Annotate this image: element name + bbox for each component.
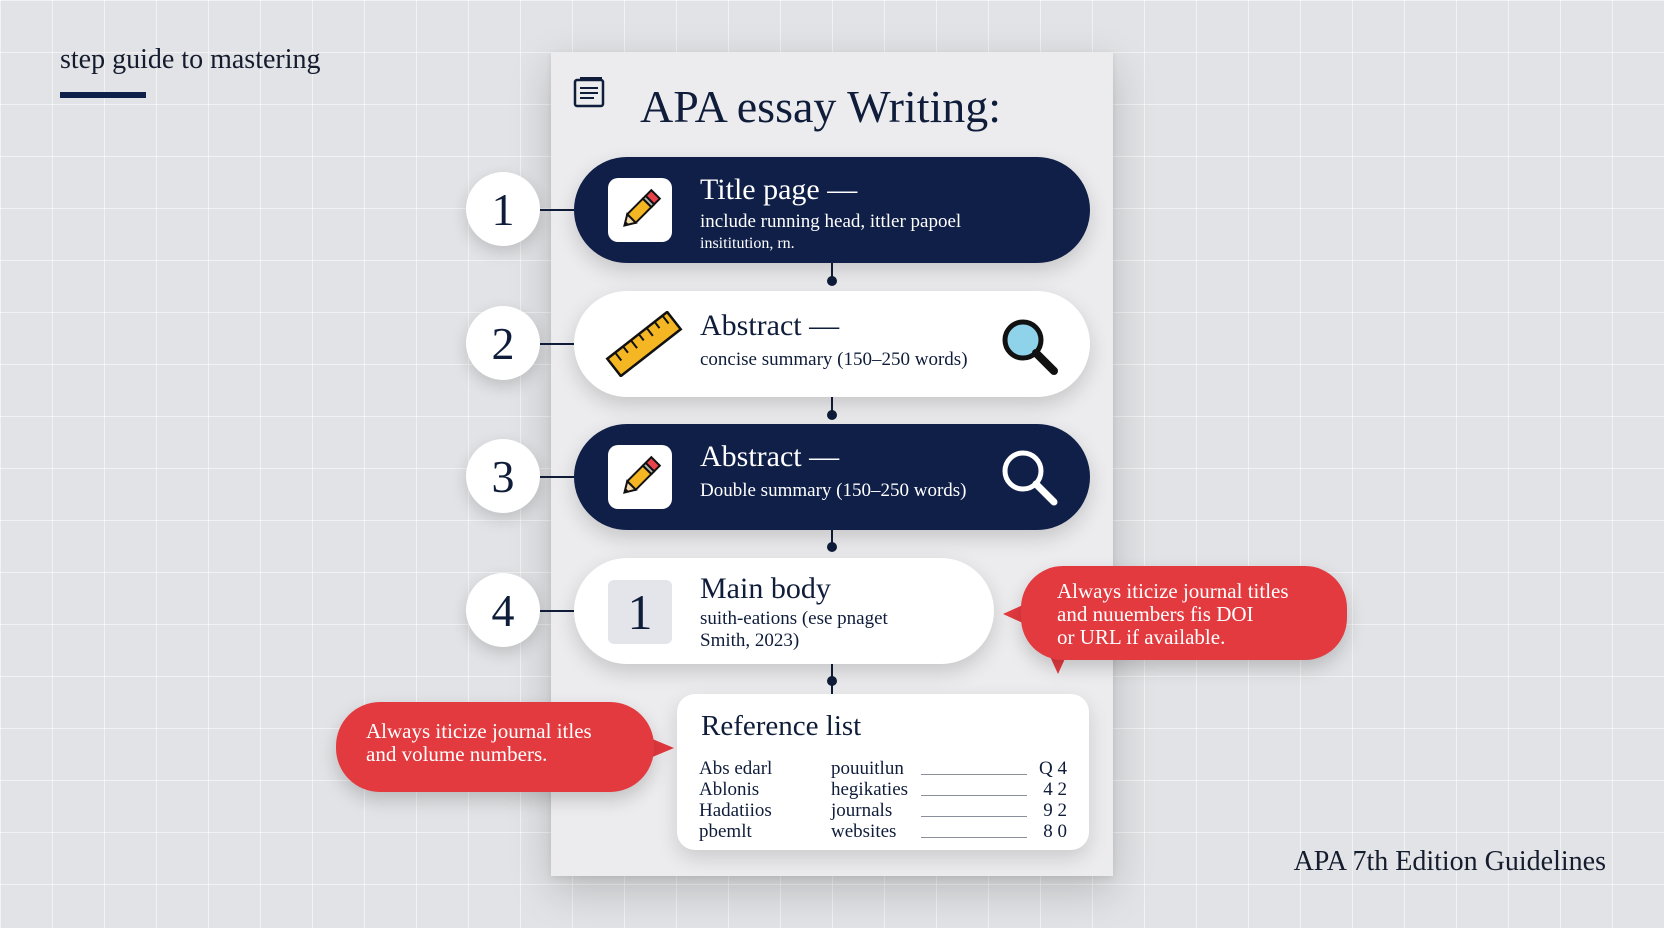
step-number-connector — [540, 209, 574, 211]
reference-type: journals — [831, 800, 893, 821]
number-box: 1 — [608, 580, 672, 644]
step-number-4: 4 — [466, 573, 540, 647]
guide-subtitle: step guide to mastering — [60, 44, 321, 75]
reference-author: pbemlt — [699, 821, 752, 842]
page-title: APA essay Writing: — [640, 81, 1002, 132]
connector-dot — [827, 410, 837, 420]
step-number-1: 1 — [466, 172, 540, 246]
step-title: Abstract — — [700, 440, 840, 473]
reference-list-card[interactable] — [677, 694, 1089, 850]
reference-value: Q 4 — [1039, 758, 1067, 779]
reference-value: 9 2 — [1043, 800, 1067, 821]
step-number-connector — [540, 610, 574, 612]
dotted-leader — [921, 837, 1027, 838]
step-title: Abstract — — [700, 309, 840, 342]
reference-value: 8 0 — [1043, 821, 1067, 842]
step-number-connector — [540, 476, 574, 478]
step-card-abstract[interactable] — [574, 291, 1090, 397]
magnifier-icon[interactable] — [998, 315, 1062, 377]
reference-type: hegikaties — [831, 779, 909, 800]
step-number-2: 2 — [466, 306, 540, 380]
callout-text: Always iticize journal itles and volume numbers. — [366, 719, 592, 766]
step-description: suith-eations (ese pnaget — [700, 608, 888, 629]
reference-author: Ablonis — [699, 779, 760, 800]
dotted-leader — [921, 774, 1027, 775]
subtitle-underline — [60, 92, 146, 98]
step-number-3: 3 — [466, 439, 540, 513]
step-description-continued: insititution, rn. — [700, 235, 795, 252]
reference-row — [699, 758, 1067, 779]
callout-bubble-right — [1021, 566, 1347, 660]
reference-type: pouuitlun — [831, 758, 904, 779]
step-description: include running head, ittler papoel — [700, 211, 962, 232]
reference-value: 4 2 — [1043, 779, 1067, 800]
step-card-abstract-double[interactable] — [574, 424, 1090, 530]
connector-dot — [827, 542, 837, 552]
connector-dot — [827, 676, 837, 686]
reference-row — [699, 800, 1067, 821]
step-description: Double summary (150–250 words) — [700, 480, 967, 501]
pencil-icon — [608, 445, 672, 509]
callout-bubble-left — [336, 702, 654, 792]
magnifier-icon[interactable] — [998, 446, 1062, 508]
step-title: Main body — [700, 572, 831, 605]
dotted-leader — [921, 816, 1027, 817]
step-description: concise summary (150–250 words) — [700, 349, 968, 370]
step-card-title-page[interactable] — [574, 157, 1090, 263]
document-icon — [572, 74, 608, 110]
step-card-main-body[interactable] — [574, 558, 994, 664]
footer-guidelines: APA 7th Edition Guidelines — [1293, 846, 1606, 877]
step-title: Title page — — [700, 173, 858, 206]
reference-author: Hadatiios — [699, 800, 772, 821]
reference-row — [699, 821, 1067, 842]
step-number-connector — [540, 343, 574, 345]
pencil-icon — [608, 178, 672, 242]
step-description-continued: Smith, 2023) — [700, 630, 800, 651]
connector-dot — [827, 276, 837, 286]
ruler-icon — [604, 311, 684, 377]
callout-text: Always iticize journal titles and nuuembers fis DOI or URL if available. — [1057, 579, 1289, 649]
reference-list-title: Reference list — [701, 710, 862, 742]
reference-type: websites — [831, 821, 897, 842]
dotted-leader — [921, 795, 1027, 796]
reference-row — [699, 779, 1067, 800]
reference-author: Abs edarl — [699, 758, 773, 779]
